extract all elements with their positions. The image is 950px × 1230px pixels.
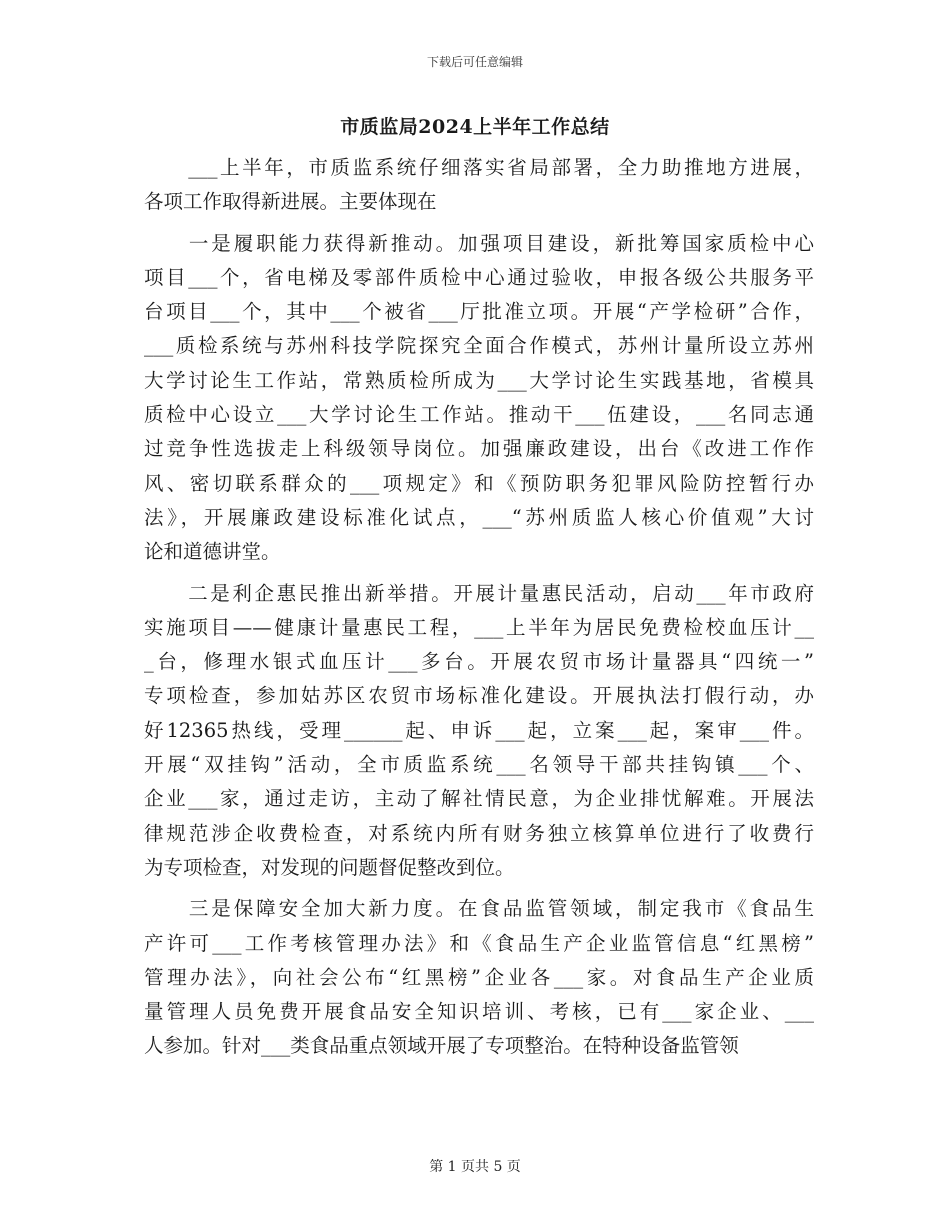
paragraph-3: [144, 577, 814, 886]
text-line: 过竞争性选拔走上科级领导岗位。加强廉政建设，出台《改进工作作: [144, 437, 814, 461]
text-line: 开展“双挂钩”活动，全市质监系统___名领导干部共挂钩镇___个、: [144, 753, 814, 777]
text-line: 法》，开展廉政建设标准化试点，___“苏州质监人核心价值观”大讨: [144, 505, 814, 529]
text-line: 二是利企惠民推出新举措。开展计量惠民活动，启动___年市政府: [144, 581, 814, 605]
paragraph-gap: [144, 885, 814, 892]
paragraph-gap: [144, 570, 814, 577]
paragraph-1: [144, 151, 814, 220]
text-line: 律规范涉企收费检查，对系统内所有财务独立核算单位进行了收费行: [144, 821, 814, 845]
text-line: 为专项检查，对发现的问题督促整改到位。: [144, 855, 515, 879]
text-line: 管理办法》，向社会公布“红黑榜”企业各___家。对食品生产企业质: [144, 965, 814, 989]
text-line: 论和道德讲堂。: [144, 540, 281, 564]
text-line: ___质检系统与苏州科技学院探究全面合作模式，苏州计量所设立苏州: [144, 334, 814, 358]
text-line: ___上半年，市质监系统仔细落实省局部署，全力助推地方进展，: [144, 156, 814, 179]
text-line: 风、密切联系群众的___项规定》和《预防职务犯罪风险防控暂行办: [144, 471, 814, 495]
text-line: 一是履职能力获得新推动。加强项目建设，新批筹国家质检中心: [144, 231, 814, 255]
text-line: 好12365热线，受理______起、申诉___起，立案___起，案审___件。: [144, 718, 814, 742]
page-indicator: 第 1 页共 5 页: [429, 1159, 521, 1175]
text-line: 质检中心设立___大学讨论生工作站。推动干___伍建设，___名同志通: [144, 403, 814, 427]
paragraph-gap: [144, 220, 814, 227]
document-body: [144, 151, 814, 1064]
text-line: 量管理人员免费开展食品安全知识培训、考核，已有___家企业、___: [144, 1000, 814, 1024]
text-line: 台项目___个，其中___个被省___厅批准立项。开展“产学检研”合作，: [144, 300, 814, 324]
text-line: 企业___家，通过走访，主动了解社情民意，为企业排忧解难。开展法: [144, 787, 814, 811]
text-line: 大学讨论生工作站，常熟质检所成为___大学讨论生实践基地，省模具: [144, 368, 814, 392]
document-title: 市质监局2024上半年工作总结: [340, 116, 610, 138]
text-line: 专项检查，参加姑苏区农贸市场标准化建设。开展执法打假行动，办: [144, 684, 814, 708]
text-line: 项目___个，省电梯及零部件质检中心通过验收，申报各级公共服务平: [144, 265, 814, 289]
text-line: 产许可___工作考核管理办法》和《食品生产企业监管信息“红黑榜”: [144, 931, 814, 955]
paragraph-2: [144, 227, 814, 570]
text-line: 实施项目——健康计量惠民工程，___上半年为居民免费检校血压计__: [144, 615, 814, 639]
text-line: 人参加。针对___类食品重点领域开展了专项整治。在特种设备监管领: [144, 1034, 739, 1058]
text-line: 各项工作取得新进展。主要体现在: [144, 190, 437, 214]
text-line: _台，修理水银式血压计___多台。开展农贸市场计量器具“四统一”: [144, 650, 814, 674]
page-header-note: 下载后可任意编辑: [426, 55, 523, 69]
text-line: 三是保障安全加大新力度。在食品监管领域，制定我市《食品生: [144, 897, 814, 921]
paragraph-4: [144, 892, 814, 1063]
